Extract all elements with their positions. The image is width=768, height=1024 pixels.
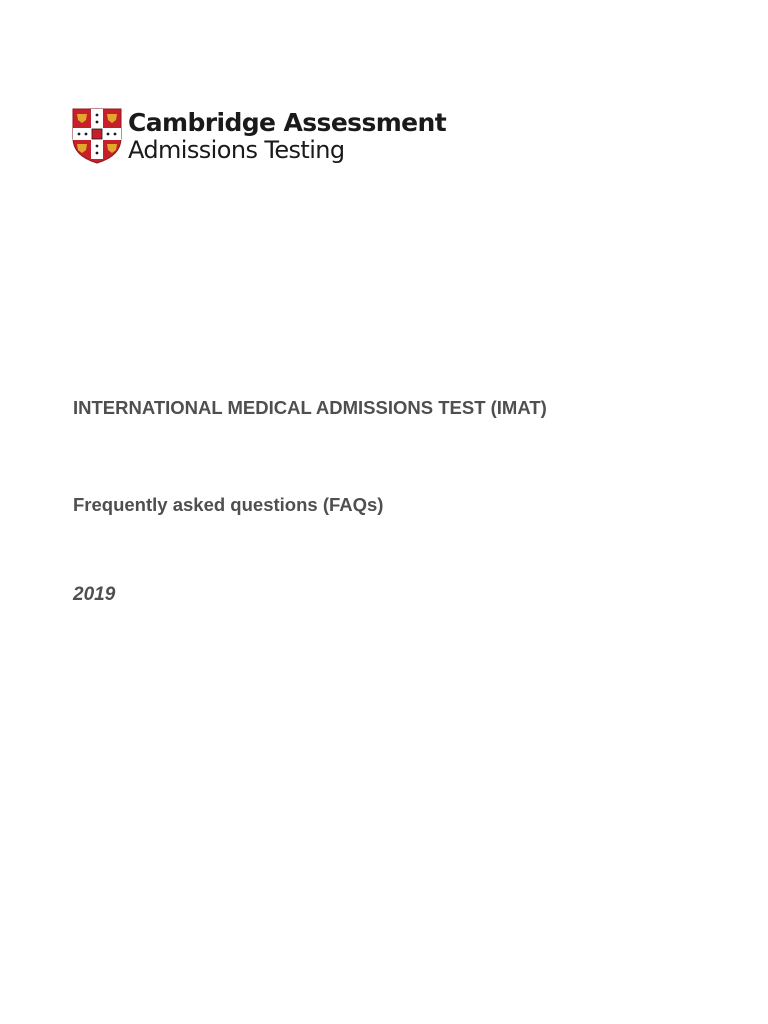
logo-line-1: Cambridge Assessment (128, 108, 447, 137)
logo-line-2: Admissions Testing (128, 136, 345, 164)
document-subtitle: Frequently asked questions (FAQs) (73, 494, 384, 515)
university-crest-icon (72, 108, 122, 164)
cambridge-assessment-logo (67, 100, 447, 172)
document-title: INTERNATIONAL MEDICAL ADMISSIONS TEST (IMAT) (73, 397, 547, 418)
document-year: 2019 (73, 584, 116, 605)
